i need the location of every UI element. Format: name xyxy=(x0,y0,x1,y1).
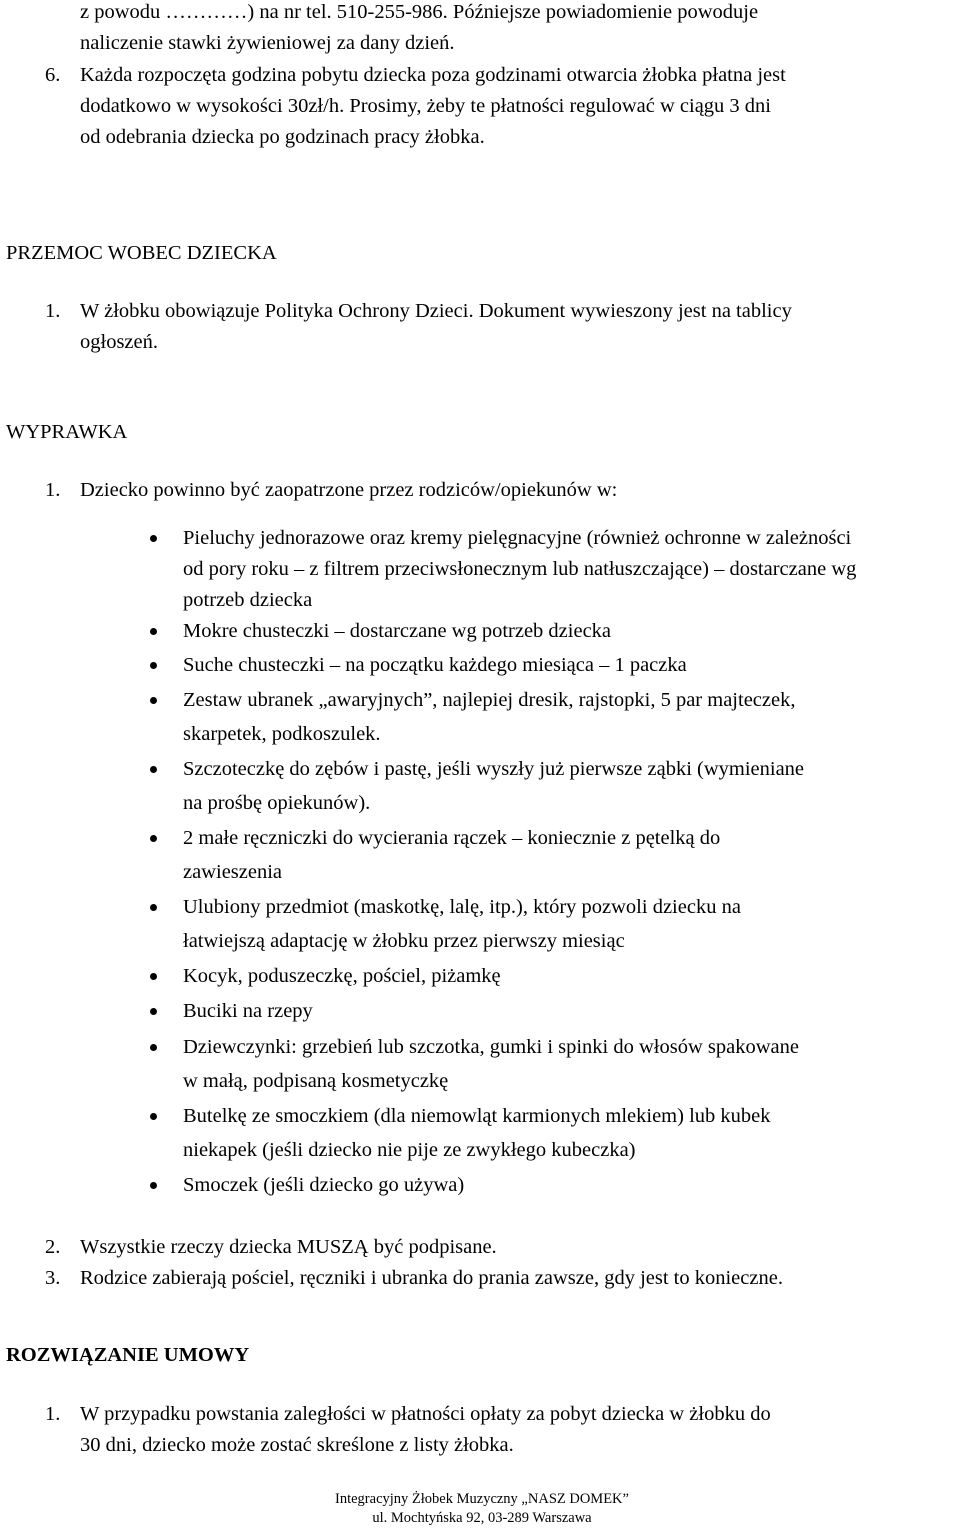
list-item-text: Każda rozpoczęta godzina pobytu dziecka poza godzinami otwarcia żłobka płatna jest xyxy=(80,64,786,86)
bullet-text: Pieluchy jednorazowe oraz kremy pielęgnacyjne (również ochronne w zależności xyxy=(183,527,852,549)
list-item-text: W żłobku obowiązuje Polityka Ochrony Dzieci. Dokument wywieszony jest na tablicy xyxy=(80,300,792,322)
list-item-text: Rodzice zabierają pościel, ręczniki i ubranka do prania zawsze, gdy jest to konieczne. xyxy=(80,1267,783,1289)
bullet-icon xyxy=(150,904,157,911)
list-item-text: Wszystkie rzeczy dziecka MUSZĄ być podpisane. xyxy=(80,1236,497,1258)
list-item-text: 30 dni, dziecko może zostać skreślone z listy żłobka. xyxy=(80,1434,514,1456)
list-number: 3. xyxy=(45,1267,61,1289)
bullet-text: Kocyk, poduszeczkę, pościel, piżamkę xyxy=(183,965,501,987)
bullet-icon xyxy=(150,1182,157,1189)
bullet-icon xyxy=(150,697,157,704)
list-item-text: W przypadku powstania zaległości w płatności opłaty za pobyt dziecka w żłobku do xyxy=(80,1403,771,1425)
list-number: 1. xyxy=(45,300,61,322)
bullet-text: w małą, podpisaną kosmetyczkę xyxy=(183,1070,449,1092)
list-number: 1. xyxy=(45,1403,61,1425)
bullet-text: Szczoteczkę do zębów i pastę, jeśli wyszły już pierwsze ząbki (wymieniane xyxy=(183,758,805,780)
bullet-icon xyxy=(150,628,157,635)
list-item-text: dodatkowo w wysokości 30zł/h. Prosimy, żeby te płatności regulować w ciągu 3 dni xyxy=(80,95,771,117)
bullet-text: Zestaw ubranek „awaryjnych”, najlepiej dresik, rajstopki, 5 par majteczek, xyxy=(183,689,796,711)
bullet-text: Smoczek (jeśli dziecko go używa) xyxy=(183,1174,465,1196)
bullet-icon xyxy=(150,835,157,842)
bullet-icon xyxy=(150,535,157,542)
bullet-text: łatwiejszą adaptację w żłobku przez pierwszy miesiąc xyxy=(183,930,625,952)
bullet-icon xyxy=(150,1113,157,1120)
section-heading-wyprawka: WYPRAWKA xyxy=(6,421,128,443)
list-number: 2. xyxy=(45,1236,61,1258)
bullet-text: Mokre chusteczki – dostarczane wg potrzeb dziecka xyxy=(183,620,612,642)
bullet-icon xyxy=(150,766,157,773)
bullet-text: zawieszenia xyxy=(183,861,283,883)
list-number: 6. xyxy=(45,64,61,86)
bullet-text: na prośbę opiekunów). xyxy=(183,792,371,814)
bullet-icon xyxy=(150,662,157,669)
bullet-text: Dziewczynki: grzebień lub szczotka, gumki i spinki do włosów spakowane xyxy=(183,1036,799,1058)
bullet-text: Butelkę ze smoczkiem (dla niemowląt karmionych mlekiem) lub kubek xyxy=(183,1105,771,1127)
list-item-text: ogłoszeń. xyxy=(80,331,158,353)
paragraph-line: z powodu …………) na nr tel. 510-255-986. Późniejsze powiadomienie powoduje xyxy=(80,1,759,23)
bullet-text: Suche chusteczki – na początku każdego miesiąca – 1 paczka xyxy=(183,654,687,676)
list-item-text: od odebrania dziecka po godzinach pracy żłobka. xyxy=(80,126,485,148)
section-heading-rozwiazanie: ROZWIĄZANIE UMOWY xyxy=(6,1344,250,1366)
list-item-text: Dziecko powinno być zaopatrzone przez rodziców/opiekunów w: xyxy=(80,479,618,501)
paragraph-line: naliczenie stawki żywieniowej za dany dzień. xyxy=(80,32,455,54)
bullet-text: od pory roku – z filtrem przeciwsłonecznym lub natłuszczające) – dostarczane wg xyxy=(183,558,857,580)
bullet-text: potrzeb dziecka xyxy=(183,589,313,611)
footer-line: Integracyjny Żłobek Muzyczny „NASZ DOMEK” xyxy=(335,1491,629,1507)
bullet-text: Ulubiony przedmiot (maskotkę, lalę, itp.), który pozwoli dziecku na xyxy=(183,896,741,918)
bullet-text: niekapek (jeśli dziecko nie pije ze zwykłego kubeczka) xyxy=(183,1139,636,1161)
bullet-icon xyxy=(150,1044,157,1051)
bullet-text: Buciki na rzepy xyxy=(183,1000,313,1022)
footer-line: ul. Mochtyńska 92, 03-289 Warszawa xyxy=(372,1510,592,1526)
bullet-text: skarpetek, podkoszulek. xyxy=(183,723,381,745)
section-heading-przemoc: PRZEMOC WOBEC DZIECKA xyxy=(6,242,277,264)
bullet-icon xyxy=(150,1008,157,1015)
list-number: 1. xyxy=(45,479,61,501)
bullet-icon xyxy=(150,973,157,980)
bullet-text: 2 małe ręczniczki do wycierania rączek – koniecznie z pętelką do xyxy=(183,827,721,849)
